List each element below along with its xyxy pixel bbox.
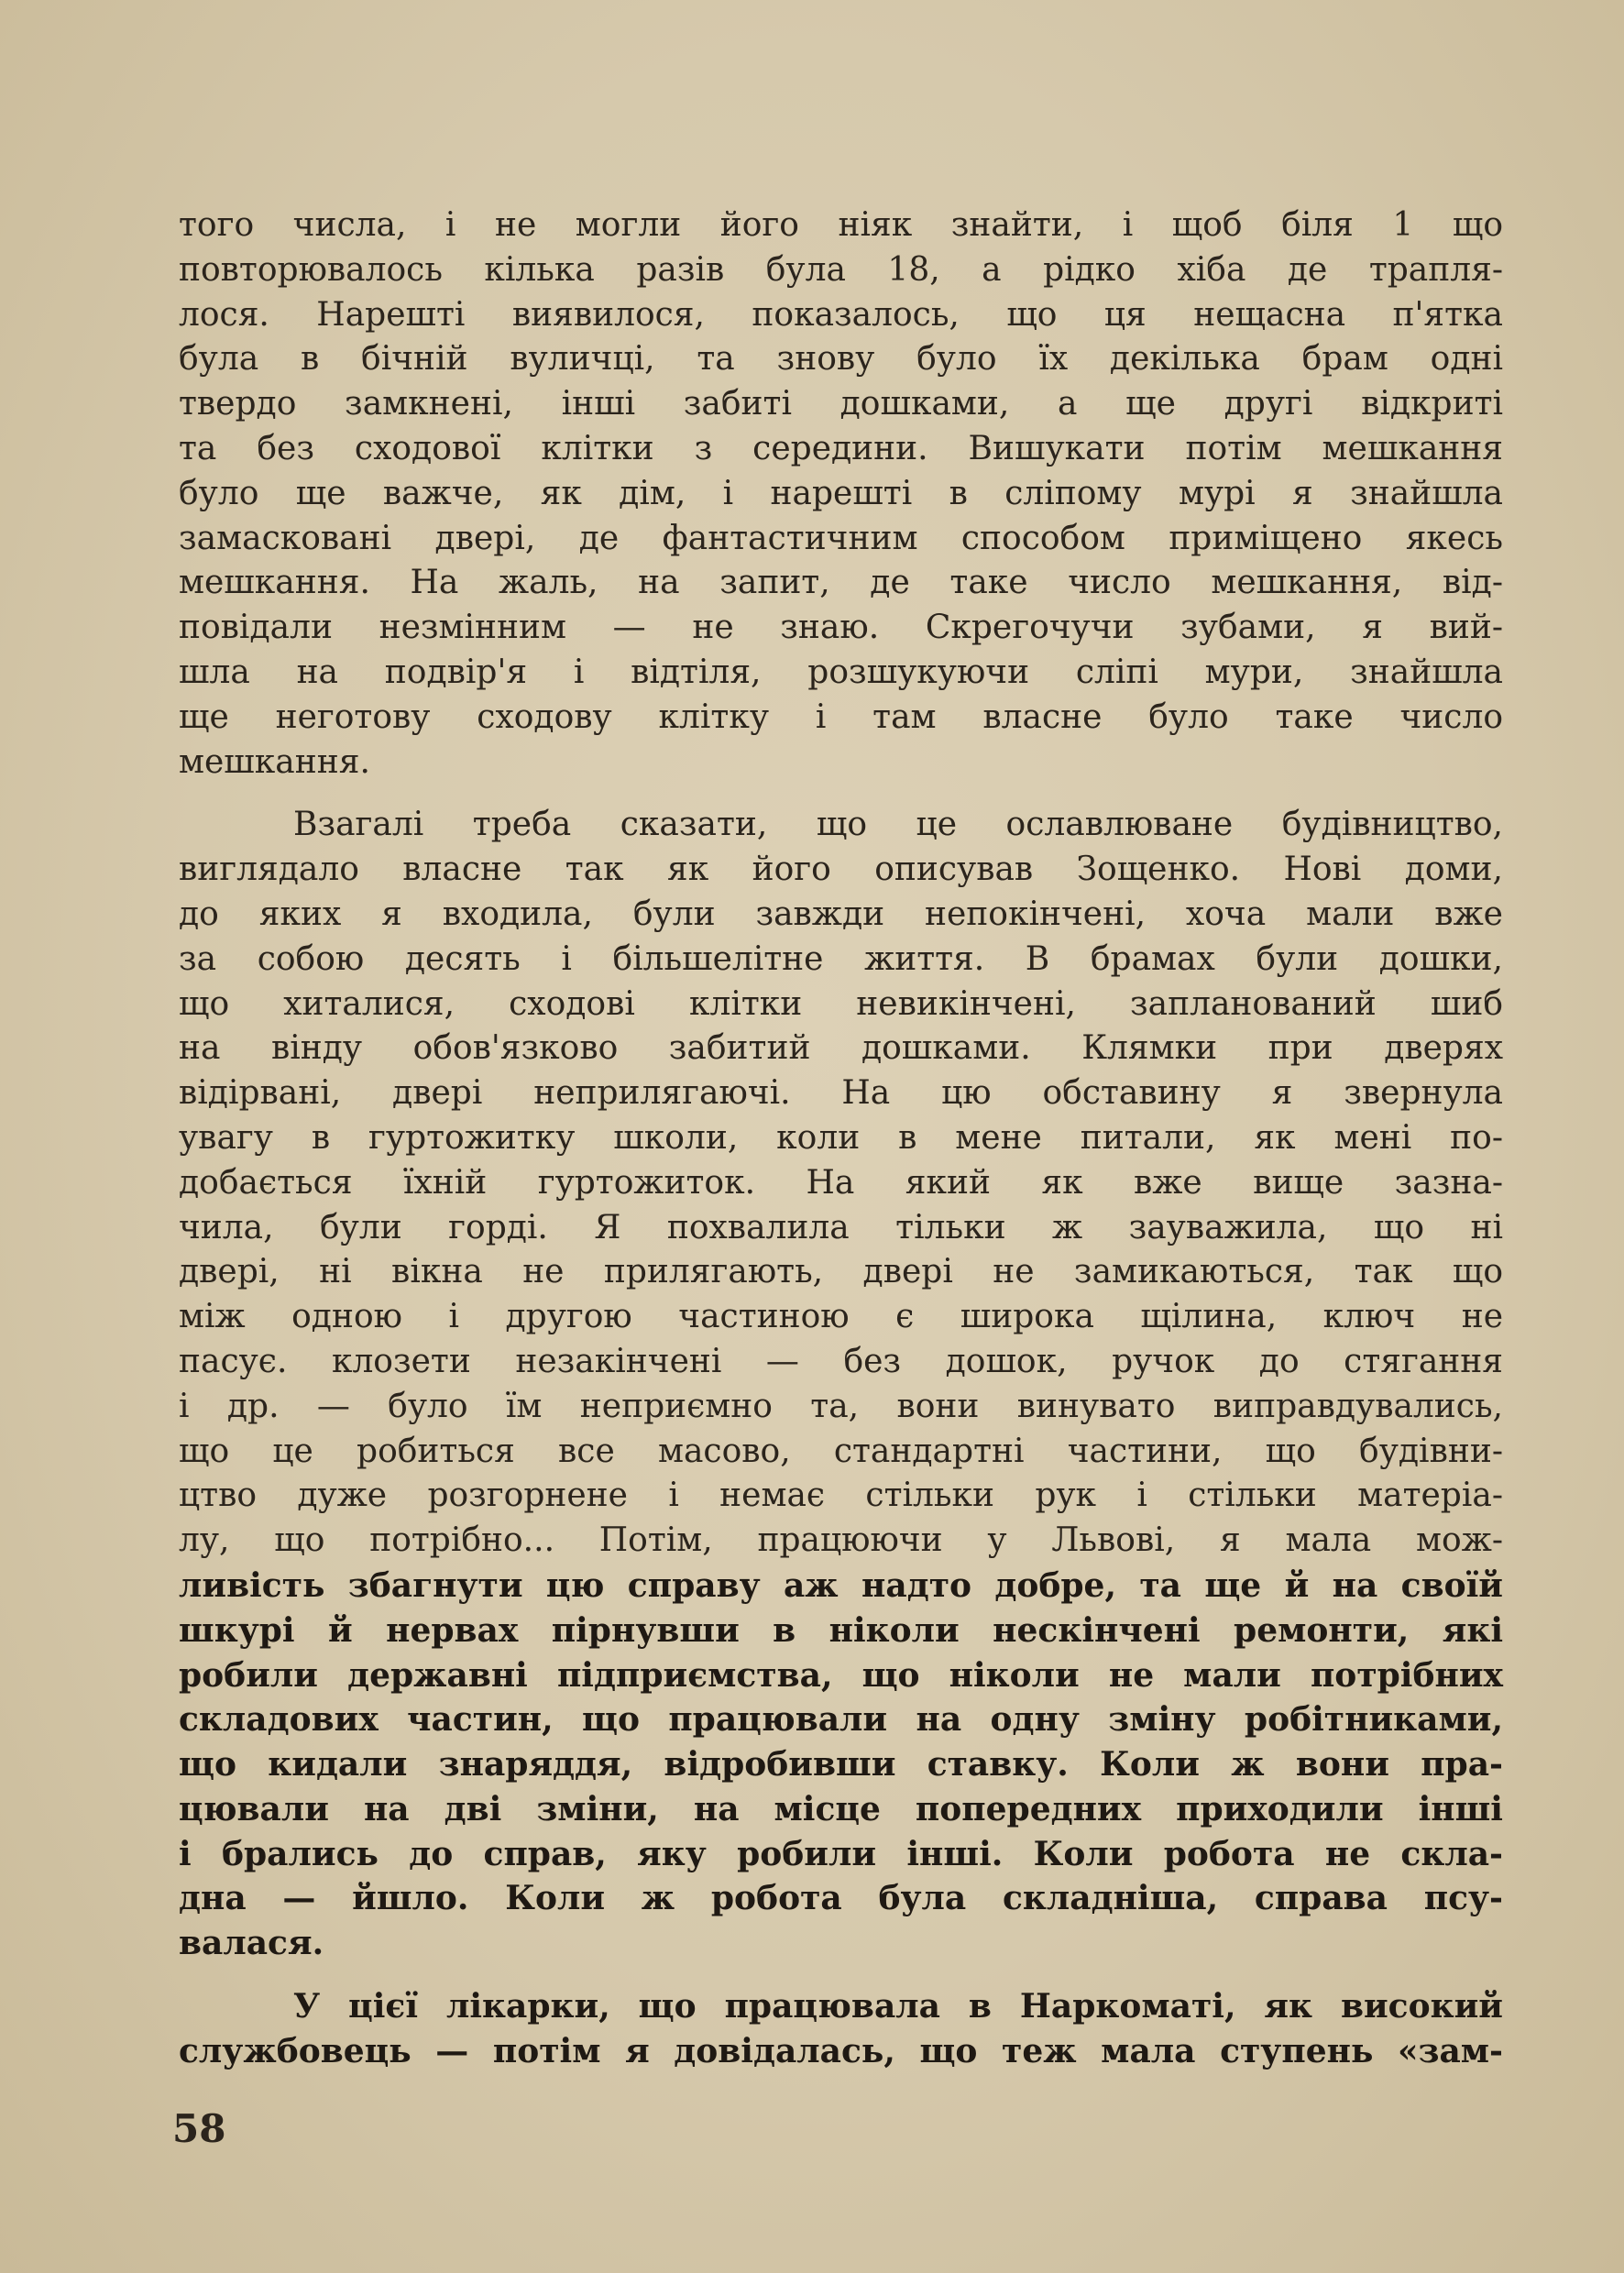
text-line: двері, ні вікна не прилягають, двері не замикаються, так що [179, 1253, 1503, 1291]
text-line: цтво дуже розгорнене і немає стільки рук і стільки матеріа- [179, 1477, 1503, 1515]
text-line: того числа, і не могли його ніяк знайти, і щоб біля 1 що [179, 206, 1503, 244]
text-line: що кидали знаряддя, відробивши ставку. Коли ж вони пра- [179, 1745, 1503, 1784]
text-line: ливість збагнути цю справу аж надто добре, та ще й на своїй [179, 1565, 1503, 1605]
text-line: лу, що потрібно... Потім, працюючи у Львові, я мала мож- [179, 1521, 1503, 1560]
text-line: мешкання. На жаль, на запит, де таке число мешкання, від- [179, 564, 1503, 602]
text-line: повідали незмінним — не знаю. Скрегочучи зубами, я вий- [179, 609, 1503, 647]
text-line: валася. [179, 1924, 324, 1963]
text-line: складових частин, що працювали на одну зміну робітниками, [179, 1700, 1503, 1740]
text-line: твердо замкнені, інші забиті дошками, а ще другі відкриті [179, 385, 1503, 423]
text-line: лося. Нарешті виявилося, показалось, що ця нещасна п'ятка [179, 295, 1503, 334]
text-line: відірвані, двері неприлягаючі. На цю обставину я звернула [179, 1074, 1503, 1113]
text-line: повторювалось кілька разів була 18, а рідко хіба де трапля- [179, 250, 1503, 289]
text-line: шла на подвір'я і відтіля, розшукуючи сліпі мури, знайшла [179, 653, 1503, 691]
paragraph-gap [179, 785, 1503, 803]
text-line: замасковані двері, де фантастичним способом приміщено якесь [179, 519, 1503, 557]
text-line: і др. — було їм неприємно та, вони винувато виправдувались, [179, 1387, 1503, 1425]
text-line: на вінду обов'язково забитий дошками. Клямки при дверях [179, 1029, 1503, 1068]
text-line: Взагалі треба сказати, що це ославлюване будівництво, [293, 806, 1503, 844]
text-line: і брались до справ, яку робили інші. Коли робота не скла- [179, 1834, 1503, 1873]
text-line: увагу в гуртожитку школи, коли в мене питали, як мені по- [179, 1118, 1503, 1157]
text-line: за собою десять і більшелітне життя. В брамах були дошки, [179, 939, 1503, 978]
paragraph-gap [179, 1966, 1503, 1984]
text-line: дна — йшло. Коли ж робота була складніша, справа псу- [179, 1879, 1503, 1918]
text-line: службовець — потім я довідалась, що теж мала ступень «зам- [179, 2031, 1503, 2070]
text-line: що це робиться все масово, стандартні частини, що будівни- [179, 1432, 1503, 1470]
text-line: до яких я входила, були завжди непокінчені, хоча мали вже [179, 895, 1503, 933]
text-line: було ще важче, як дім, і нарешті в сліпому мурі я знайшла [179, 474, 1503, 512]
text-line: У цієї лікарки, що працювала в Наркоматі, як високий [293, 1987, 1503, 2026]
text-line: цювали на дві зміни, на місце попередних приходили інші [179, 1789, 1503, 1828]
text-line: чила, були горді. Я похвалила тільки ж зауважила, що ні [179, 1208, 1503, 1246]
page-number: 58 [172, 2106, 226, 2151]
text-line: робили державні підприємства, що ніколи не мали потрібних [179, 1655, 1503, 1695]
text-line: шкурі й нервах пірнувши в ніколи нескінчені ремонти, які [179, 1610, 1503, 1650]
page-text [179, 203, 1503, 2074]
text-line: добається їхній гуртожиток. На який як вже вище зазна- [179, 1163, 1503, 1202]
text-line: між одною і другою частиною є широка щілина, ключ не [179, 1298, 1503, 1336]
text-line: була в бічній вуличці, та знову було їх декілька брам одні [179, 340, 1503, 379]
text-line: та без сходової клітки з середини. Вишукати потім мешкання [179, 429, 1503, 467]
text-line: пасує. клозети незакінчені — без дошок, ручок до стягання [179, 1342, 1503, 1380]
text-line: виглядало власне так як його описував Зощенко. Нові доми, [179, 851, 1503, 889]
text-line: мешкання. [179, 742, 370, 781]
text-line: що хиталися, сходові клітки невикінчені, запланований шиб [179, 984, 1503, 1023]
text-line: ще неготову сходову клітку і там власне було таке число [179, 697, 1503, 736]
